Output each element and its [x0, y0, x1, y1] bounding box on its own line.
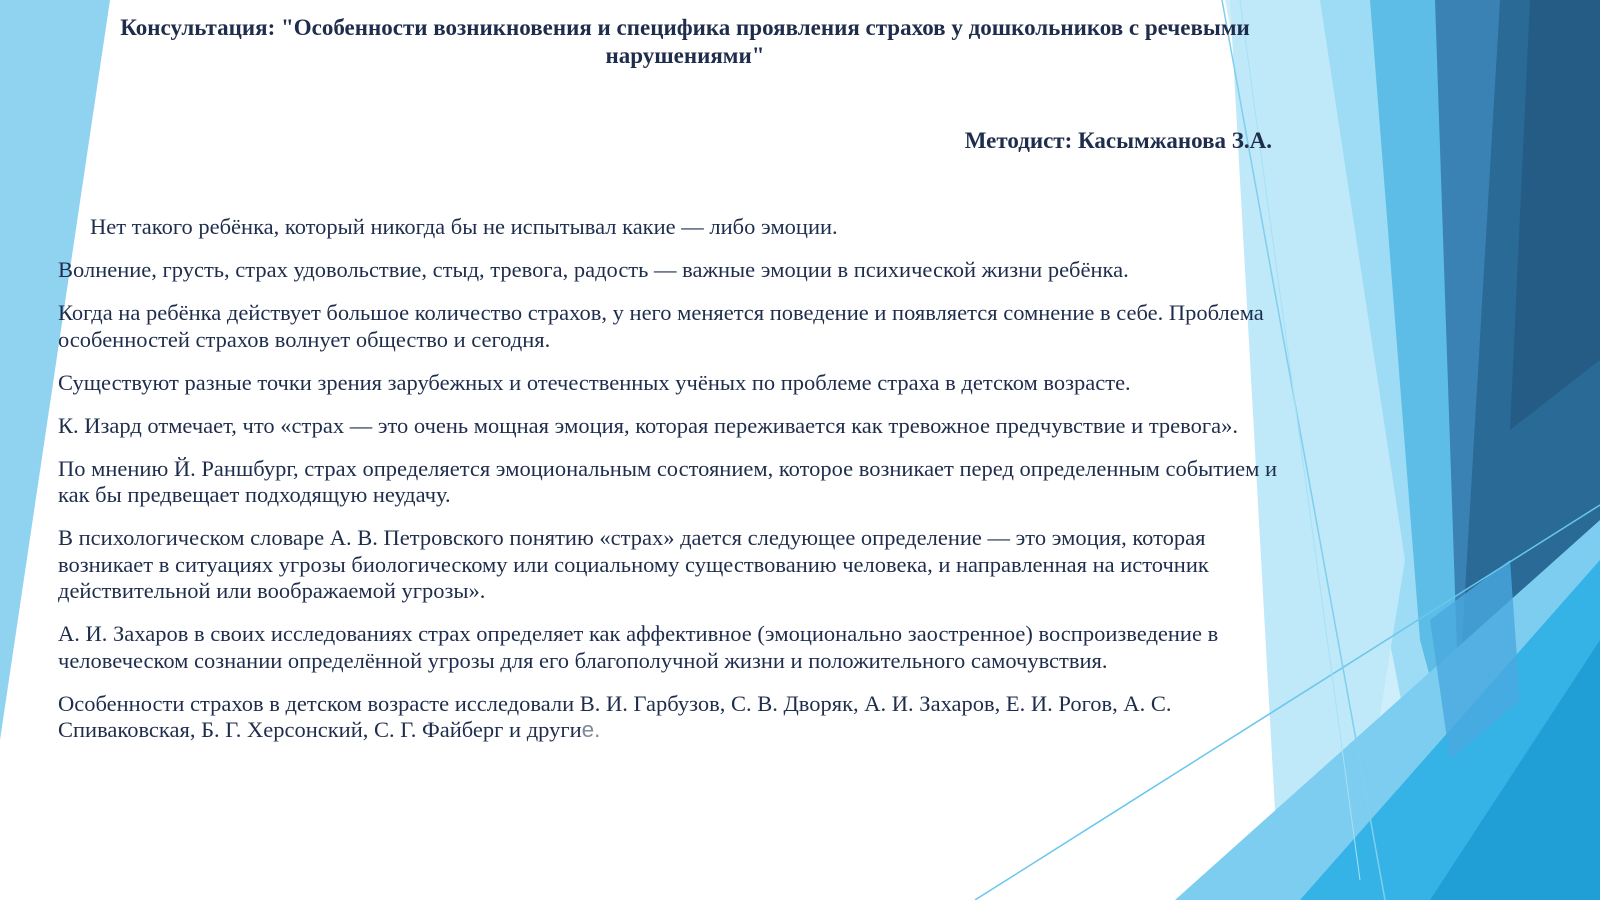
paragraph-last-tail: е. [581, 717, 601, 742]
paragraph-last [58, 691, 1278, 744]
paragraph: Нет такого ребёнка, который никогда бы не испытывал какие — либо эмоции. [90, 214, 838, 239]
paragraph: В психологическом словаре А. В. Петровского понятию «страх» дается следующее определение — это эмоция, которая возникает в ситуациях угрозы биологическому или социальному существованию человека, и направленная на источник действительной или воображаемой угрозы». [58, 525, 1209, 603]
body-text [58, 214, 1278, 760]
paragraph: Существуют разные точки зрения зарубежных и отечественных учёных по проблеме страха в детском возрасте. [58, 369, 1131, 395]
paragraph: Когда на ребёнка действует большое количество страхов, у него меняется поведение и появляется сомнение в себе. Проблема особенностей страхов волнует общество и сегодня. [58, 300, 1264, 352]
slide-title: Консультация: "Особенности возникновения и специфика проявления страхов у дошкольников с речевыми нарушениями" [120, 15, 1250, 68]
paragraph: По мнению Й. Раншбург, страх определяется эмоциональным состоянием, которое возникает перед определенным событием и как бы предвещает подходящую неудачу. [58, 455, 1278, 507]
paragraph-last-main: Особенности страхов в детском возрасте исследовали В. И. Гарбузов, С. В. Дворяк, А. И. Захаров, Е. И. Рогов, А. С. Спиваковская, Б. Г. Херсонский, С. Г. Файберг и други [58, 690, 1172, 742]
paragraph: К. Изард отмечает, что «страх — это очень мощная эмоция, которая переживается как тревожное предчувствие и тревога». [58, 412, 1238, 438]
paragraph: Волнение, грусть, страх удовольствие, стыд, тревога, радость — важные эмоции в психической жизни ребёнка. [58, 257, 1129, 282]
paragraph: А. И. Захаров в своих исследованиях страх определяет как аффективное (эмоционально заостренное) воспроизведение в человеческом сознании определённой угрозы для его благополучной жизни и положительного самочувствия. [58, 621, 1219, 673]
author-line: Методист: Касымжанова З.А. [964, 128, 1272, 153]
